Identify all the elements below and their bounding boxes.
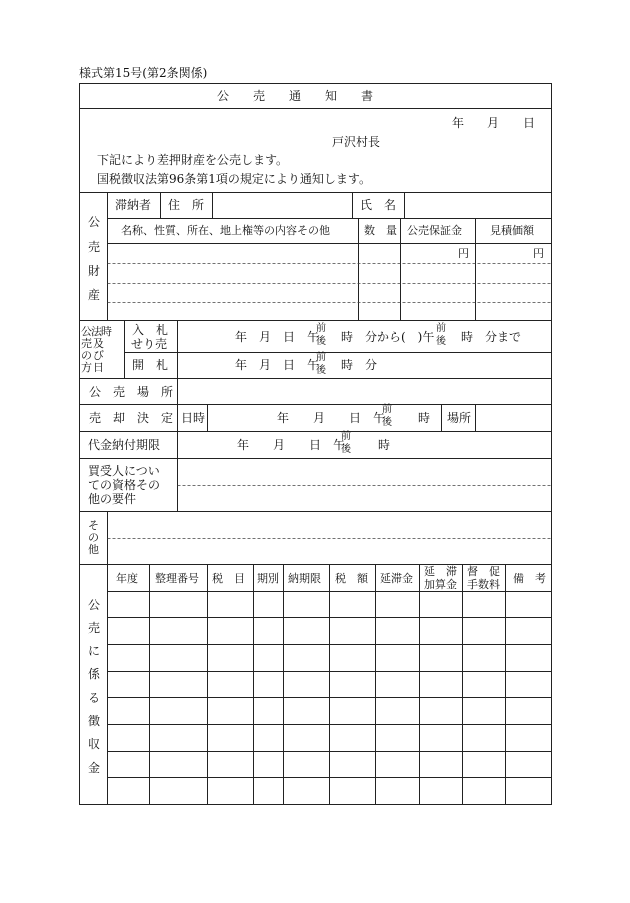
levy-header-surcharge-2: 加算金	[424, 578, 457, 591]
form-title: 公 売 通 知 書	[217, 89, 374, 103]
levy-side-5: る	[88, 691, 101, 705]
estimate-yen: 円	[533, 247, 544, 260]
levy-side-2: 売	[88, 621, 101, 635]
property-header-estimate: 見積価額	[490, 224, 534, 237]
method-side-4: 方日	[81, 361, 105, 374]
property-side-4: 産	[88, 288, 101, 302]
decision-place-label: 場所	[447, 411, 472, 425]
levy-header-remarks: 備 考	[513, 572, 546, 585]
address-label: 住 所	[168, 198, 205, 212]
form-label: 様式第15号(第2条関係)	[79, 66, 208, 80]
property-side-2: 売	[88, 240, 101, 254]
levy-header-amount: 税 額	[335, 572, 368, 585]
place-label: 公 売 場 所	[89, 385, 174, 399]
levy-side-1: 公	[88, 598, 101, 612]
levy-header-number: 整理番号	[155, 572, 199, 585]
open-date-text: 年 月 日 午	[235, 358, 320, 372]
decision-am: 前	[382, 404, 392, 415]
open-am: 前	[316, 352, 326, 363]
open-label: 開 札	[132, 358, 169, 372]
bid-pm: 後	[316, 336, 326, 347]
buyer-label-1: 買受人につい	[88, 464, 160, 478]
levy-side-8: 金	[88, 761, 101, 775]
decision-date-text: 年 月 日 午	[277, 411, 386, 425]
other-side-2: の	[88, 531, 99, 544]
bid-date-text: 年 月 日 午	[235, 330, 320, 344]
levy-header-due: 納期限	[288, 572, 321, 585]
bid-am: 前	[316, 323, 326, 334]
payment-label: 代金納付期限	[88, 438, 161, 452]
decision-label: 売 却 決 定	[89, 411, 174, 425]
levy-header-period: 期別	[257, 572, 279, 585]
name-label: 氏 名	[360, 198, 397, 212]
levy-header-reminder-1: 督 促	[467, 565, 500, 578]
decision-time-text: 時	[418, 411, 431, 425]
issuer: 戸沢村長	[332, 135, 381, 149]
buyer-label-3: 他の要件	[88, 492, 137, 506]
decision-datetime-label: 日時	[181, 411, 206, 425]
payment-date-text: 年 月 日 午	[237, 438, 346, 452]
levy-side-6: 徴	[88, 714, 101, 728]
bid-label-2: せり売	[131, 337, 168, 351]
deposit-yen: 円	[458, 247, 469, 260]
payment-am: 前	[341, 431, 351, 442]
bid-pm-2: 後	[436, 336, 446, 347]
intro-line-1: 下記により差押財産を公売します。	[97, 153, 289, 167]
property-header-quantity: 数 量	[364, 224, 397, 237]
bid-time-from: 時 分から( )午	[341, 330, 435, 344]
delinquent-label: 滞納者	[115, 198, 152, 212]
payment-time-text: 時	[378, 438, 391, 452]
method-side-3: のび	[81, 349, 105, 362]
method-side-1: 公法時	[81, 325, 111, 338]
levy-side-4: 係	[88, 667, 101, 681]
levy-header-year: 年度	[116, 572, 138, 585]
levy-side-7: 収	[88, 737, 101, 751]
payment-pm: 後	[341, 444, 351, 455]
bid-time-to: 時 分まで	[461, 330, 522, 344]
bid-label-1: 入 札	[132, 323, 169, 337]
method-side-2: 売及	[81, 337, 105, 350]
levy-header-reminder-2: 手数料	[467, 578, 500, 591]
levy-header-surcharge-1: 延 滞	[424, 565, 457, 578]
property-header-description: 名称、性質、所在、地上権等の内容その他	[121, 224, 330, 237]
open-time-text: 時 分	[341, 358, 378, 372]
levy-header-tax-item: 税 目	[212, 572, 245, 585]
open-pm: 後	[316, 365, 326, 376]
property-header-deposit: 公売保証金	[407, 224, 462, 237]
property-side-3: 財	[88, 264, 101, 278]
buyer-label-2: ての資格その	[88, 478, 161, 492]
other-side-1: そ	[88, 519, 99, 532]
property-side-1: 公	[88, 215, 101, 229]
decision-pm: 後	[382, 417, 392, 428]
levy-side-3: に	[88, 644, 101, 658]
date-day: 日	[523, 116, 536, 130]
intro-line-2: 国税徴収法第96条第1項の規定により通知します。	[97, 172, 371, 186]
bid-am-2: 前	[436, 323, 446, 334]
other-side-3: 他	[88, 543, 99, 556]
date-month: 月	[487, 116, 500, 130]
date-year: 年	[452, 116, 465, 130]
levy-header-late-fee: 延滞金	[380, 572, 413, 585]
